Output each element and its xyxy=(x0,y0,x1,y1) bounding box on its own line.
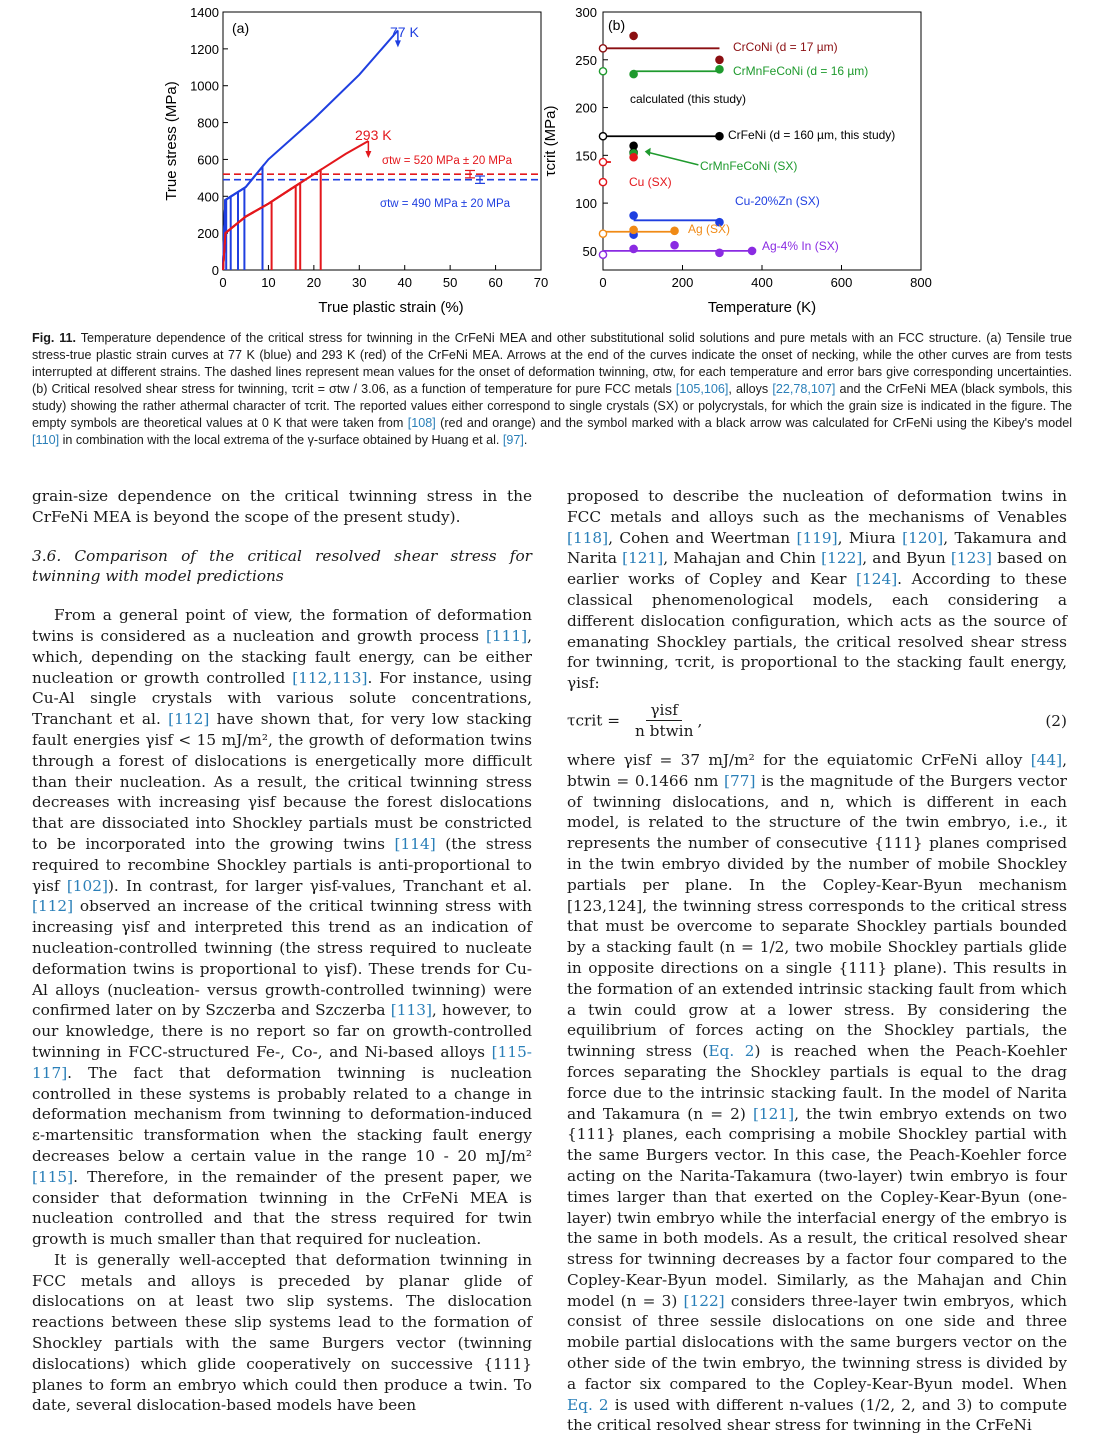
caption-ref[interactable]: [97] xyxy=(502,433,524,447)
data-point xyxy=(630,71,637,78)
paragraph xyxy=(32,605,532,1250)
text: . The fact that deformation twinning is nucleation controlled in these systems is probably related to a change in deformation mechanism from twinning to deformation-induced ε-martensitic transformation when the stacking fault energy decreases below a certain value in the range 10 - 20 mJ/m² xyxy=(32,1063,532,1165)
panel-b-xlabel: Temperature (K) xyxy=(707,299,817,316)
x-tick-label: 10 xyxy=(261,275,276,290)
y-tick-label: 0 xyxy=(211,263,219,278)
right-column xyxy=(567,486,1067,1436)
y-tick-label: 200 xyxy=(197,226,219,242)
text: , which, depending on the stacking fault energy, can be either nucleation or growth controlled xyxy=(32,626,532,687)
x-tick-label: 60 xyxy=(488,275,503,290)
citation-link[interactable]: [122] xyxy=(683,1291,725,1310)
caption-ref[interactable]: [108] xyxy=(407,416,436,430)
data-point xyxy=(630,154,637,161)
panel-b xyxy=(542,5,932,316)
data-point xyxy=(599,230,606,237)
figure-svg xyxy=(150,0,950,325)
x-tick-label: 70 xyxy=(533,275,549,290)
sigma-red-label: σtw = 520 MPa ± 20 MPa xyxy=(382,155,513,167)
curve-77k xyxy=(223,30,398,270)
caption-label: Fig. 11. xyxy=(32,331,77,345)
label-77k: 77 K xyxy=(390,24,419,40)
data-point xyxy=(716,249,723,256)
panel-b-ylabel: τcrit (MPa) xyxy=(542,105,559,177)
x-tick-label: 40 xyxy=(397,275,412,290)
citation-link[interactable]: [77] xyxy=(724,771,756,790)
data-point xyxy=(599,178,606,185)
caption-text: in combination with the local extrema of the γ-surface obtained by Huang et al. xyxy=(62,433,500,447)
y-tick-label: 100 xyxy=(575,196,597,212)
panel-a-xticks xyxy=(219,265,548,290)
panel-b-lines xyxy=(603,48,752,251)
legend-cu-zn: Cu-20%Zn (SX) xyxy=(735,194,820,208)
data-point xyxy=(599,251,606,258)
text: considers three-layer twin embryos, which consist of three sessile dislocations on one side and three mobile partial dislocations with the same burgers vector on the other side of the twin embryo, the twinning stress is divided by a factor six compared to the Copley-Kear-Byun model. When xyxy=(567,1291,1067,1393)
sigma-blue-label: σtw = 490 MPa ± 20 MPa xyxy=(380,198,511,210)
citation-link[interactable]: [102] xyxy=(66,876,108,895)
text: , and Byun xyxy=(862,549,946,568)
x-tick-label: 0 xyxy=(599,275,607,290)
equation-2 xyxy=(567,700,1067,742)
citation-link[interactable]: [112] xyxy=(168,710,210,729)
crmnfeconi-sx-arrowhead xyxy=(645,148,651,157)
text: have shown that, for very low stacking fault energies γisf < 15 mJ/m², the growth of deformation twins through a forest of dislocations is energetically more difficult than their nucleation. As a result, the critical twinning stress decreases with increasing γisf because the forest dislocations that are dissociated into Shockley partials must be constricted to be incorporated into the growing twins xyxy=(32,710,532,853)
panel-a-xlabel: True plastic strain (%) xyxy=(318,299,464,316)
x-tick-label: 30 xyxy=(352,275,367,290)
x-tick-label: 400 xyxy=(751,275,773,290)
data-point xyxy=(716,133,723,140)
text: , Cohen and Weertman xyxy=(608,528,791,547)
y-tick-label: 250 xyxy=(575,52,597,68)
caption-text: (red and orange) and the symbol marked with a black arrow was calculated for CrFeNi using the Kibey's model xyxy=(440,416,1073,430)
caption-text: and the CrFeNi MEA (black symbols, this study) showing the rather athermal character of τcrit. The reported values either correspond to single crystals (SX) or polycrystals, for which the grain size is indicated in the figure. The empty symbols are theoretical values at 0 K that were taken from xyxy=(32,382,1072,430)
text: , Mahajan and Chin xyxy=(663,549,817,568)
y-tick-label: 150 xyxy=(575,148,597,164)
citation-link[interactable]: [121] xyxy=(622,549,664,568)
legend-cu-sx: Cu (SX) xyxy=(629,175,672,189)
equation-fraction xyxy=(631,700,698,743)
paragraph: It is generally well-accepted that deformation twinning in FCC metals and alloys is preceded by planar glide of dislocations on at least two slip systems. The dislocation reactions between these slip systems lead to the formation of Shockley partials with the same Burgers vector (twinning dislocations) which glide cooperatively on successive {111} planes to form an embryo which could then produce a twin. To date, several dislocation-based models have been xyxy=(32,1250,532,1415)
y-tick-label: 1400 xyxy=(190,5,219,20)
data-point xyxy=(630,226,637,233)
panel-b-label: (b) xyxy=(608,17,626,33)
y-tick-label: 200 xyxy=(575,100,597,116)
citation-link[interactable]: [120] xyxy=(902,528,944,547)
text: From a general point of view, the formation of deformation twins is considered as a nucleation and growth process xyxy=(32,606,532,645)
y-tick-label: 300 xyxy=(575,5,597,20)
data-point xyxy=(599,45,606,52)
caption-text: , alloys xyxy=(728,382,769,396)
legend-crmnfeconi-sx: CrMnFeCoNi (SX) xyxy=(700,159,798,173)
panel-a-yticks xyxy=(190,5,228,278)
citation-link[interactable]: [44] xyxy=(1030,750,1063,769)
x-tick-label: 50 xyxy=(442,275,458,290)
caption-ref[interactable]: [110] xyxy=(32,433,60,447)
x-tick-label: 20 xyxy=(306,275,322,290)
equation-numerator: γisf xyxy=(646,700,682,722)
text: observed an increase of the critical twinning stress with increasing γisf and interpreted this trend as an indication of nucleation-controlled twinning (the stress required to nucleate deformation twins is proportional to γisf). These trends for Cu-Al alloys (nucleation- versus growth-controlled twinning) were confirmed later on by Szczerba and Szczerba xyxy=(32,897,532,1020)
citation-link[interactable]: [122] xyxy=(821,549,863,568)
text: , btwin = 0.1466 nm xyxy=(567,750,1067,790)
data-point xyxy=(599,68,606,75)
data-point xyxy=(599,133,606,140)
y-tick-label: 1000 xyxy=(190,78,219,94)
legend-ag-sx: Ag (SX) xyxy=(688,222,731,236)
text: based on earlier works of Copley and Kear xyxy=(567,549,1067,589)
data-point xyxy=(716,56,723,63)
legend-crfeni: CrFeNi (d = 160 µm, this study) xyxy=(728,128,896,142)
data-point xyxy=(671,227,678,234)
data-point xyxy=(716,66,723,73)
text: , however, to our knowledge, there is no report so far on growth-controlled twinning in FCC-structured Fe-, Co-, and Ni-based alloys xyxy=(32,1001,532,1061)
paragraph: grain-size dependence on the critical twinning stress in the CrFeNi MEA is beyond the scope of the present study). xyxy=(32,487,532,526)
citation-link[interactable]: [119] xyxy=(796,528,838,547)
equation-link[interactable]: Eq. 2 xyxy=(567,1395,609,1414)
text: is the magnitude of the Burgers vector of twinning dislocations, and n, which is different in each model, is related to the structure of the twin embryo, i.e., it represents the number of consecutive {111} planes comprised in the twin embryo divided by the number of mobile Shockley partials per plane. In the Copley-Kear-Byun mechanism [123,124], the twinning stress corresponds to the critical stress that must be overcome to separate Shockley partials bounded by a stacking fault (n = 1/2, two mobile Shockley partials glide in opposite directions on a single {111} plane). This results in the formation of an extended intrinsic stacking fault from which a twin could grow at a lower stress. By considering the equilibrium of forces acting on the Shockley partials, the twinning stress ( xyxy=(567,771,1067,1061)
equation-denominator: n btwin xyxy=(634,722,694,741)
caption-text: Temperature dependence of the critical stress for twinning in the CrFeNi MEA and other substitutional solid solutions and pure metals with an FCC structure. (a) Tensile true stress-true plastic strain curves at 77 K (blue) and 293 K (red) of the CrFeNi MEA. Arrows at the end of the curves indicate the onset of necking, while the other curves are from tests interrupted at different strains. The dashed lines represent mean values for the onset of deformation twinning, σtw, for each temperature and error bars give corresponding uncertainties. (b) Critical resolved shear stress for twinning, τcrit = σtw / 3.06, as a function of temperature for pure FCC metals xyxy=(32,331,1072,396)
x-tick-label: 600 xyxy=(830,275,853,290)
equation-comma: , xyxy=(697,710,703,729)
text: ). In contrast, for larger γisf-values, Tranchant et al. xyxy=(107,876,532,895)
text: where γisf = 37 mJ/m² for the equiatomic CrFeNi alloy xyxy=(567,750,1023,769)
equation-lhs: τcrit = xyxy=(567,710,621,729)
equation-number: (2) xyxy=(1045,711,1067,730)
caption-text: . xyxy=(523,433,528,447)
text: . For instance, using Cu-Al single crystals with various solute concentrations, Tranchant et al. xyxy=(32,668,532,729)
x-tick-label: 800 xyxy=(910,275,932,290)
data-point xyxy=(630,245,637,252)
y-tick-label: 800 xyxy=(197,115,219,131)
citation-link[interactable]: [121] xyxy=(752,1104,795,1123)
data-point xyxy=(630,32,637,39)
x-tick-label: 0 xyxy=(219,275,227,290)
legend-crconi: CrCoNi (d = 17 µm) xyxy=(733,40,838,54)
caption-ref[interactable]: [22,78,107] xyxy=(772,382,836,396)
paragraph xyxy=(567,750,1067,1436)
text: ) is reached when the Peach-Koehler forces separating the Shockley partials is equal to the drag force due to the intrinsic stacking fault. In the model of Narita and Takamura (n = 2) xyxy=(567,1042,1067,1123)
y-tick-label: 1200 xyxy=(190,41,219,57)
crmnfeconi-sx-arrow xyxy=(649,152,699,164)
text: , the twin embryo extends on two {111} planes, each comprising a mobile Shockley partial with the same Burgers vector. In this case, the Peach-Koehler force acting on the Narita-Takamura (two-layer) twin embryo is four times larger than that exerted on the Copley-Kear-Byun (one-layer) twin embryo while the interfacial energy of the embryo is the same in both models. As a result, the critical resolved shear stress for twinning decreases by a factor four compared to the Copley-Kear-Byun model. Similarly, as the Mahajan and Chin model (n = 3) xyxy=(567,1104,1067,1310)
data-point xyxy=(630,212,637,219)
section-heading: 3.6. Comparison of the critical resolved shear stress for twinning with model predictions xyxy=(32,546,532,586)
equation-body xyxy=(567,700,702,743)
citation-link[interactable]: [115] xyxy=(32,1167,74,1186)
data-point xyxy=(748,247,755,254)
panel-b-xticks xyxy=(599,265,931,290)
citation-link[interactable]: [113] xyxy=(390,1001,432,1020)
equation-link[interactable]: Eq. 2 xyxy=(708,1042,755,1061)
text: (the stress required to recombine Shockley partials is anti-proportional to γisf xyxy=(32,834,532,895)
caption-ref[interactable]: [105,106] xyxy=(675,382,729,396)
panel-a xyxy=(163,5,548,316)
data-point xyxy=(599,158,606,165)
left-column xyxy=(32,486,532,1416)
citation-link[interactable]: [118] xyxy=(567,528,609,547)
citation-link[interactable]: [124] xyxy=(856,570,898,589)
legend-calculated: calculated (this study) xyxy=(630,92,747,106)
panel-a-curves xyxy=(223,30,541,270)
paragraph xyxy=(567,486,1067,694)
necking-arrowhead-77k xyxy=(395,40,401,47)
y-tick-label: 600 xyxy=(197,152,219,168)
citation-link[interactable]: [111] xyxy=(485,626,528,645)
curve-293k-interrupted xyxy=(223,186,296,270)
text: . According to these classical phenomenological models, each considering a different dislocation configuration, which acts as the source of emanating Shockley partials, the critical resolved shear stress for twinning, τcrit, is proportional to the stacking fault energy, γisf: xyxy=(567,570,1067,693)
panel-a-label: (a) xyxy=(232,20,250,36)
citation-link[interactable]: [115-117] xyxy=(32,1042,532,1082)
x-tick-label: 200 xyxy=(671,275,694,290)
legend-ag-in: Ag-4% In (SX) xyxy=(762,239,839,253)
citation-link[interactable]: [114] xyxy=(394,834,436,853)
text: . Therefore, in the remainder of the present paper, we consider that deformation twinning in the CrFeNi MEA is nucleation controlled and that the stress required for twin growth is much smaller than that required for nucleation. xyxy=(32,1167,532,1249)
citation-link[interactable]: [112] xyxy=(32,897,74,916)
text: , Miura xyxy=(837,528,896,547)
data-point xyxy=(671,242,678,249)
figure-caption xyxy=(32,330,1072,449)
label-293k: 293 K xyxy=(355,127,392,143)
y-tick-label: 50 xyxy=(582,243,597,259)
citation-link[interactable]: [112,113] xyxy=(292,668,368,687)
citation-link[interactable]: [123] xyxy=(950,549,993,568)
y-tick-label: 400 xyxy=(197,189,219,205)
figure-11 xyxy=(150,0,950,325)
legend-crmnfeconi: CrMnFeCoNi (d = 16 µm) xyxy=(733,64,869,78)
necking-arrowhead-293k xyxy=(365,151,371,158)
text: proposed to describe the nucleation of deformation twins in FCC metals and alloys such as the mechanisms of Venables xyxy=(567,487,1067,526)
text: , Takamura and Narita xyxy=(567,528,1067,568)
text: is used with different n-values (1/2, 2, and 3) to compute the critical resolved shear stress for twinning in the CrFeNi xyxy=(567,1395,1067,1435)
panel-a-ylabel: True stress (MPa) xyxy=(163,81,180,201)
